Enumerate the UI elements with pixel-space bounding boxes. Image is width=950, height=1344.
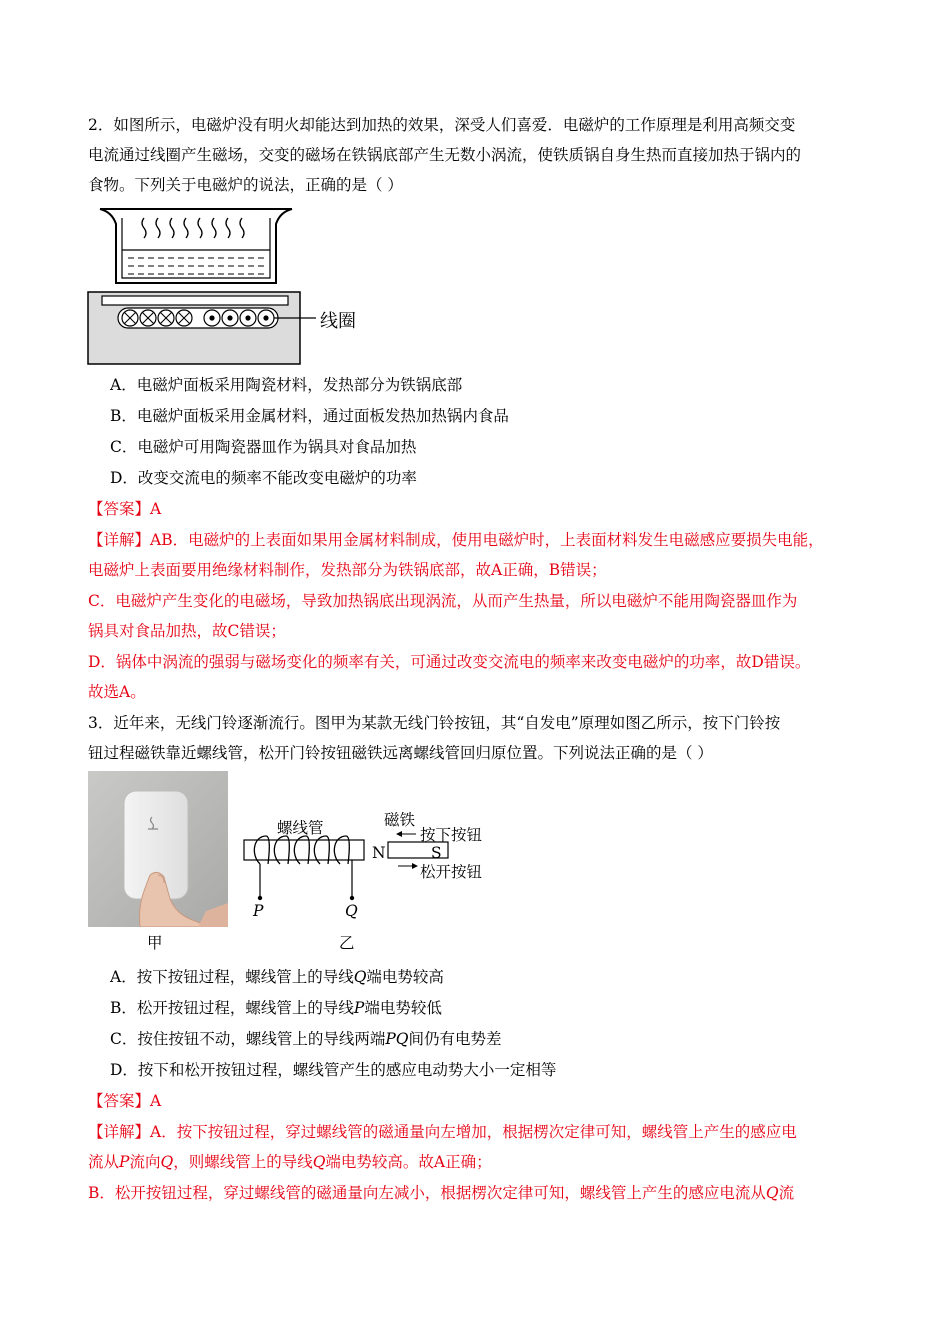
terminal-p-label: P: [253, 902, 264, 920]
q3-option-a: A．按下按钮过程，螺线管上的导线Q端电势较高: [110, 968, 444, 986]
q3-detail-line-3: B．松开按钮过程，穿过螺线管的磁通量向左减小，根据楞次定律可知，螺线管上产生的感应电流从Q流: [88, 1184, 795, 1202]
press-button-label: 按下按钮: [420, 826, 483, 844]
q3-option-b: B．松开按钮过程，螺线管上的导线P端电势较低: [110, 999, 442, 1017]
q2-option-a: A．电磁炉面板采用陶瓷材料，发热部分为铁锅底部: [110, 376, 463, 394]
q3-answer: 【答案】A: [88, 1092, 162, 1110]
induction-cooker-figure: [86, 204, 376, 366]
q2-stem-line-2: 电流通过线圈产生磁场，交变的磁场在铁锅底部产生无数小涡流，使铁质锅自身生热而直接加热于锅内的: [88, 146, 802, 164]
q2-stem-line-1: 2．如图所示，电磁炉没有明火却能达到加热的效果，深受人们喜爱．电磁炉的工作原理是利用高频交变: [88, 116, 796, 134]
q2-detail-line-6: 故选A。: [88, 683, 146, 701]
figure-jia-label: 甲: [147, 934, 163, 952]
q3-stem-line-1: 3．近年来，无线门铃逐渐流行。图甲为某款无线门铃按钮，其“自发电”原理如图乙所示，按下门铃按: [88, 714, 781, 732]
q2-answer: 【答案】A: [88, 500, 162, 518]
q3-stem-line-2: 钮过程磁铁靠近螺线管，松开门铃按钮磁铁远离螺线管回归原位置。下列说法正确的是（ ）: [88, 744, 713, 762]
q2-option-b: B．电磁炉面板采用金属材料，通过面板发热加热锅内食品: [110, 407, 509, 425]
q2-detail-line-5: D．锅体中涡流的强弱与磁场变化的频率有关，可通过改变交流电的频率来改变电磁炉的功率，故D错误。: [88, 653, 811, 671]
magnet-s-label: S: [431, 844, 442, 862]
solenoid-label: 螺线管: [277, 819, 324, 837]
release-button-label: 松开按钮: [420, 863, 483, 881]
q2-detail-line-3: C．电磁炉产生变化的电磁场，导致加热锅底出现涡流，从而产生热量，所以电磁炉不能用陶瓷器皿作为: [88, 592, 798, 610]
terminal-q-label: Q: [345, 902, 358, 920]
q3-option-c: C．按住按钮不动，螺线管上的导线两端PQ间仍有电势差: [110, 1030, 502, 1048]
q2-option-d: D．改变交流电的频率不能改变电磁炉的功率: [110, 469, 417, 487]
q2-detail-line-2: 电磁炉上表面要用绝缘材料制作，发热部分为铁锅底部，故A正确，B错误；: [88, 561, 607, 579]
q2-detail-line-1: 【详解】AB．电磁炉的上表面如果用金属材料制成，使用电磁炉时，上表面材料发生电磁感应要损失电能，: [88, 531, 824, 549]
magnet-n-label: N: [372, 844, 386, 862]
q2-stem-line-3: 食物。下列关于电磁炉的说法，正确的是（ ）: [88, 176, 403, 194]
doorbell-photo: [88, 771, 228, 927]
figure-yi-label: 乙: [339, 934, 355, 952]
q2-option-c: C．电磁炉可用陶瓷器皿作为锅具对食品加热: [110, 438, 417, 456]
magnet-label: 磁铁: [384, 811, 416, 829]
q3-detail-line-1: 【详解】A．按下按钮过程，穿过螺线管的磁通量向左增加，根据楞次定律可知，螺线管上产生的感应电: [88, 1123, 797, 1141]
q3-option-d: D．按下和松开按钮过程，螺线管产生的感应电动势大小一定相等: [110, 1061, 557, 1079]
coil-label: 线圈: [320, 311, 356, 332]
q3-detail-line-2: 流从P流向Q，则螺线管上的导线Q端电势较高。故A正确；: [88, 1153, 492, 1171]
q2-detail-line-4: 锅具对食品加热，故C错误；: [88, 622, 286, 640]
